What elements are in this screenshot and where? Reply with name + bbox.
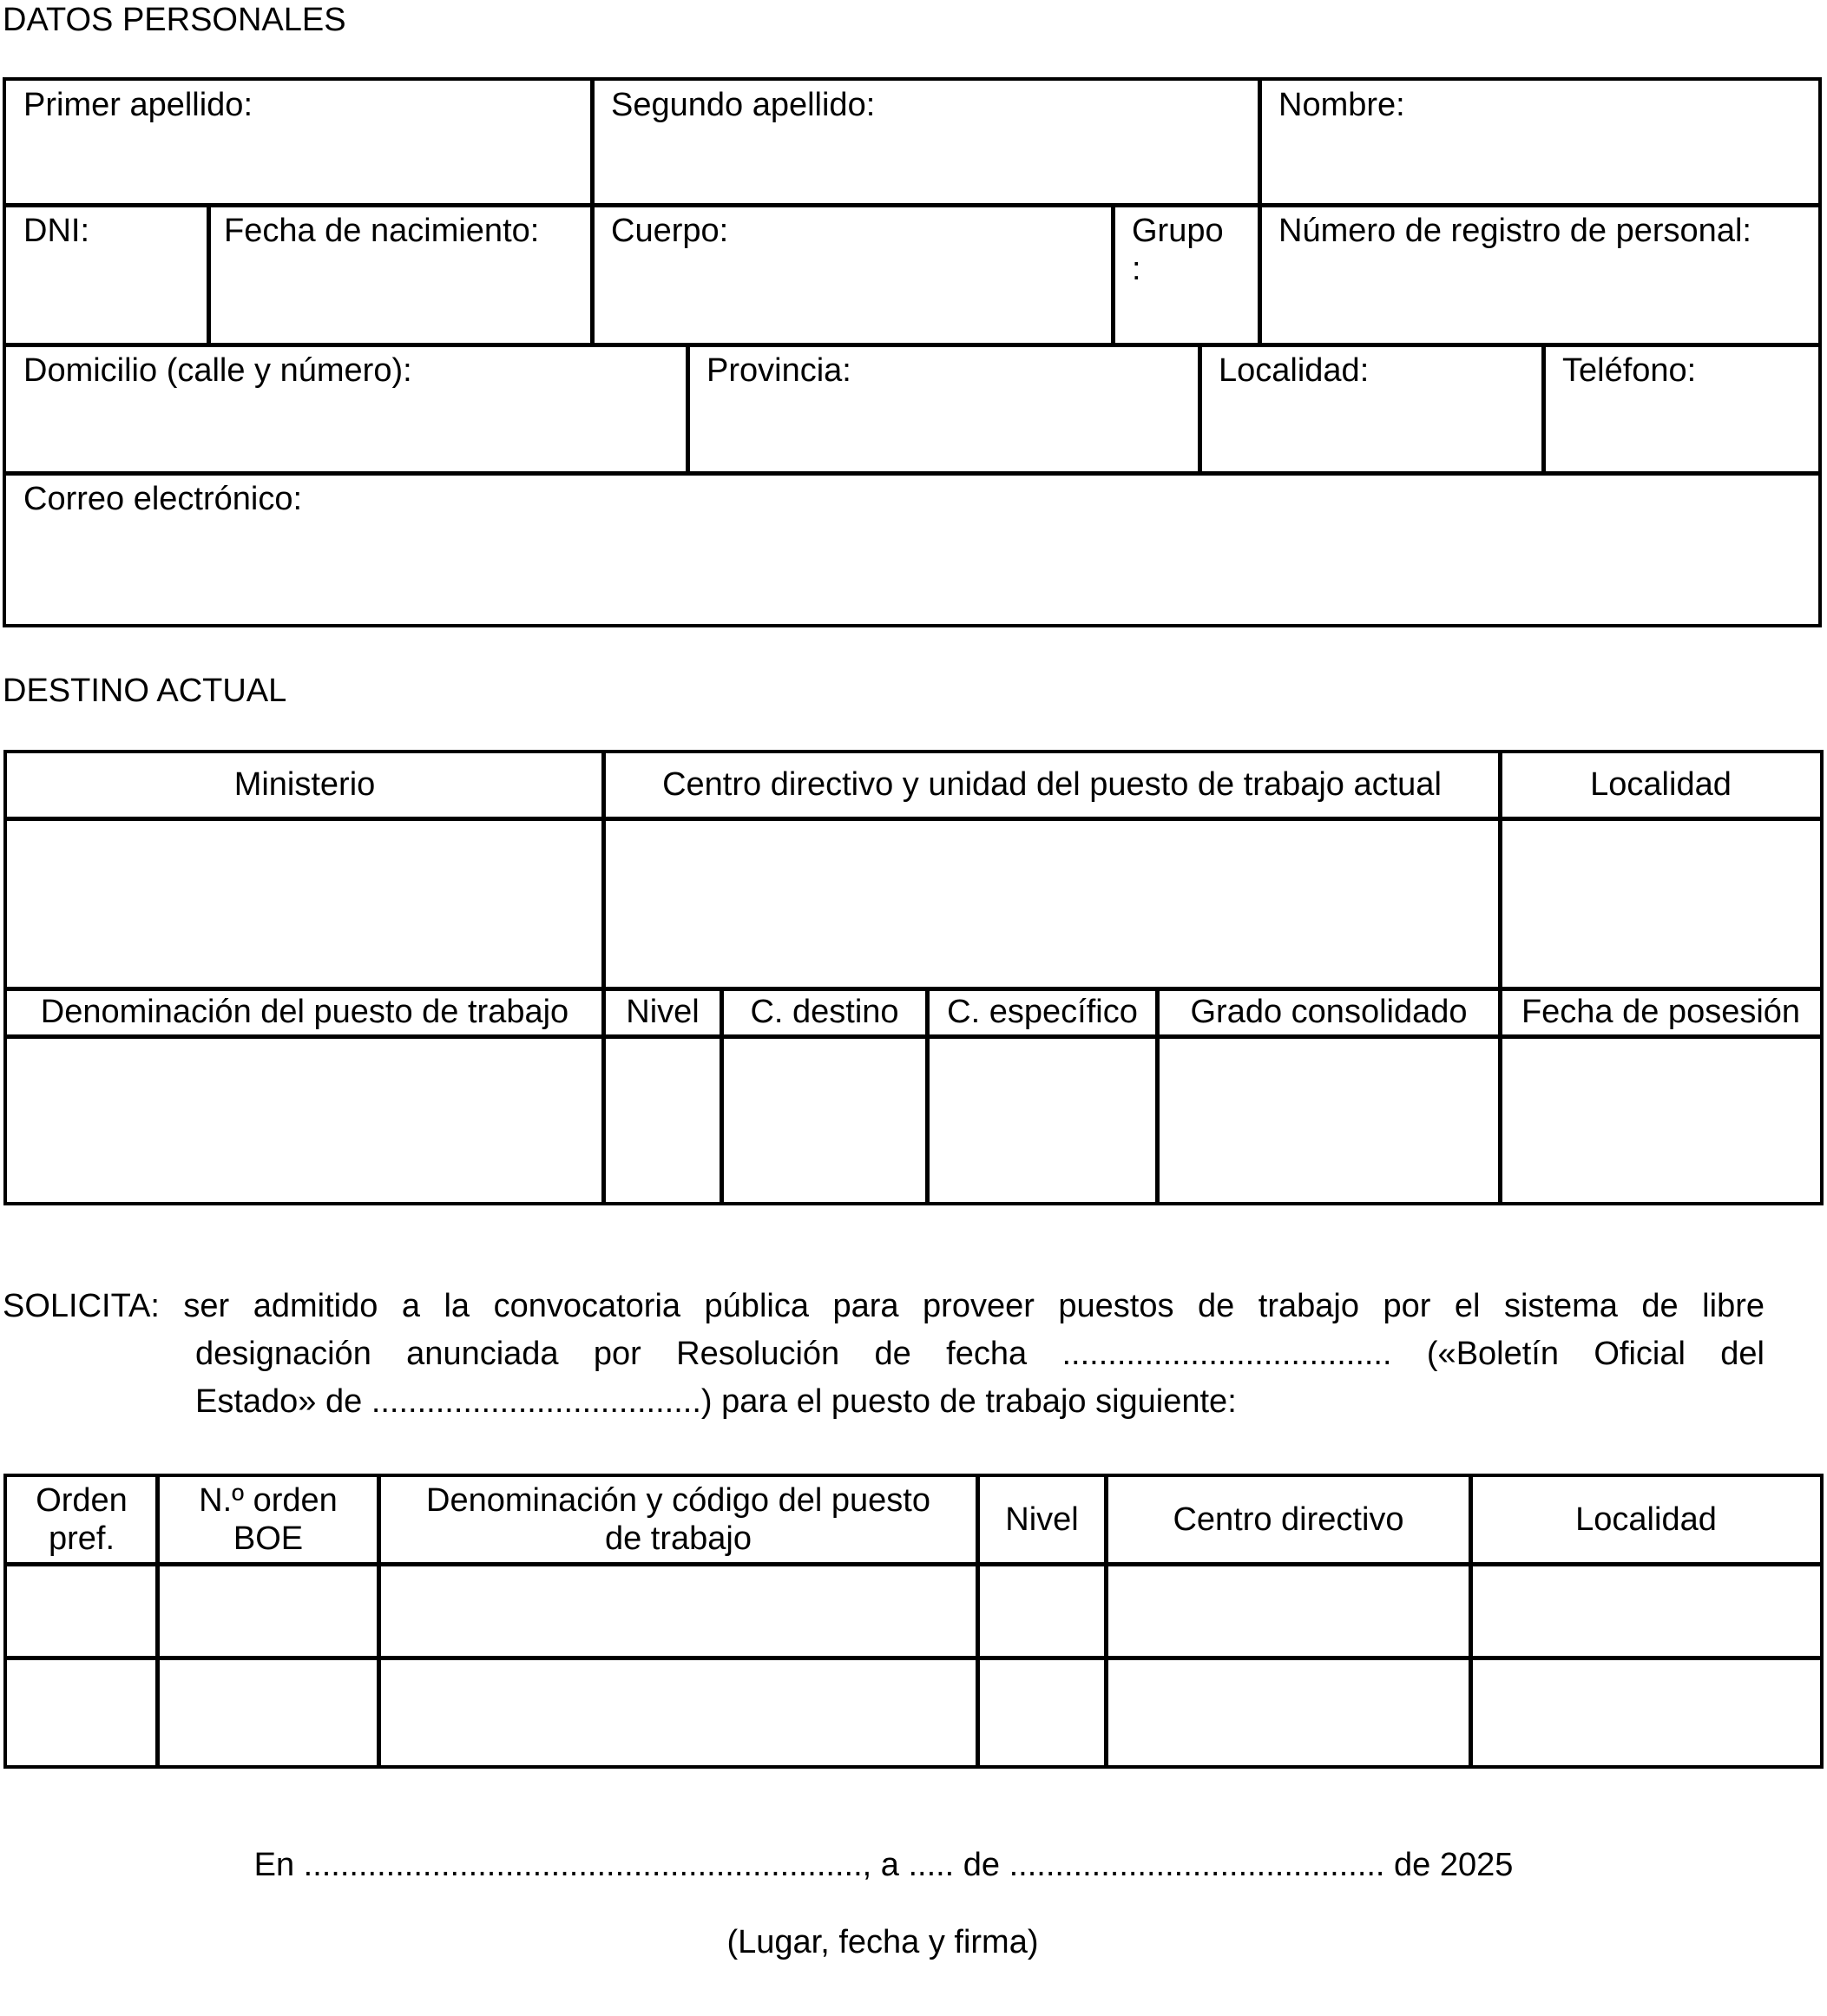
solicita-line-1 bbox=[3, 1283, 1765, 1330]
input-c-especifico[interactable] bbox=[925, 1034, 1160, 1205]
input-fecha-posesion[interactable] bbox=[1498, 1034, 1824, 1205]
header-centro-directivo: Centro directivo y unidad del puesto de trabajo actual bbox=[601, 750, 1502, 821]
field-segundo-apellido[interactable] bbox=[590, 77, 1262, 207]
row-2-centro-directivo[interactable] bbox=[1104, 1656, 1473, 1769]
field-localidad[interactable] bbox=[1198, 343, 1546, 476]
label-primer-apellido: Primer apellido: bbox=[23, 87, 253, 123]
label-correo: Correo electrónico: bbox=[23, 481, 303, 517]
lugar-fecha-line: En ............................................................., a ..... de ......................................... de 2025 bbox=[253, 1847, 1514, 1883]
field-correo[interactable] bbox=[3, 471, 1822, 627]
label-nrp: Número de registro de personal: bbox=[1278, 213, 1751, 249]
field-nrp[interactable] bbox=[1258, 203, 1822, 347]
row-2-nivel[interactable] bbox=[976, 1656, 1108, 1769]
input-denominacion[interactable] bbox=[3, 1034, 606, 1205]
header-text: N.º orden bbox=[199, 1481, 338, 1519]
row-1-nivel[interactable] bbox=[976, 1562, 1108, 1660]
header-c-especifico: C. específico bbox=[925, 987, 1160, 1039]
header-grado-consolidado: Grado consolidado bbox=[1155, 987, 1502, 1039]
input-grado-consolidado[interactable] bbox=[1155, 1034, 1502, 1205]
input-localidad[interactable] bbox=[1498, 817, 1824, 991]
header-c-destino: C. destino bbox=[720, 987, 930, 1039]
field-cuerpo[interactable] bbox=[590, 203, 1115, 347]
label-cuerpo: Cuerpo: bbox=[611, 213, 729, 249]
label-fecha-nacimiento: Fecha de nacimiento: bbox=[224, 213, 540, 249]
field-telefono[interactable] bbox=[1541, 343, 1822, 476]
label-grupo: Grupo bbox=[1132, 213, 1224, 249]
label-nombre: Nombre: bbox=[1278, 87, 1405, 123]
field-primer-apellido[interactable] bbox=[3, 77, 595, 207]
input-ministerio[interactable] bbox=[3, 817, 606, 991]
row-1-orden-pref[interactable] bbox=[3, 1562, 160, 1660]
header-localidad: Localidad bbox=[1469, 1474, 1824, 1566]
header-ministerio: Ministerio bbox=[3, 750, 606, 821]
label-grupo-colon: : bbox=[1132, 251, 1141, 287]
header-nivel: Nivel bbox=[601, 987, 724, 1039]
header-nivel: Nivel bbox=[976, 1474, 1108, 1566]
input-nivel[interactable] bbox=[601, 1034, 724, 1205]
header-orden-pref bbox=[3, 1474, 160, 1566]
header-text: Orden bbox=[36, 1481, 128, 1519]
section-title-destino-actual: DESTINO ACTUAL bbox=[3, 673, 287, 709]
firma-caption: (Lugar, fecha y firma) bbox=[726, 1924, 1039, 1960]
header-text: de trabajo bbox=[604, 1520, 752, 1557]
header-n-orden-boe bbox=[155, 1474, 381, 1566]
label-dni: DNI: bbox=[23, 213, 89, 249]
row-1-localidad[interactable] bbox=[1469, 1562, 1824, 1660]
label-localidad: Localidad: bbox=[1219, 352, 1370, 389]
label-domicilio: Domicilio (calle y número): bbox=[23, 352, 412, 389]
header-localidad: Localidad bbox=[1498, 750, 1824, 821]
row-2-n-orden-boe[interactable] bbox=[155, 1656, 381, 1769]
row-2-localidad[interactable] bbox=[1469, 1656, 1824, 1769]
label-telefono: Teléfono: bbox=[1562, 352, 1697, 389]
field-domicilio[interactable] bbox=[3, 343, 690, 476]
header-denominacion: Denominación del puesto de trabajo bbox=[3, 987, 606, 1039]
row-2-denominacion[interactable] bbox=[377, 1656, 980, 1769]
row-1-denominacion[interactable] bbox=[377, 1562, 980, 1660]
solicita-paragraph bbox=[3, 1283, 1765, 1426]
header-fecha-posesion: Fecha de posesión bbox=[1498, 987, 1824, 1039]
row-1-n-orden-boe[interactable] bbox=[155, 1562, 381, 1660]
field-fecha-nacimiento[interactable] bbox=[207, 203, 595, 347]
header-centro-directivo: Centro directivo bbox=[1104, 1474, 1473, 1566]
field-dni[interactable] bbox=[3, 203, 211, 347]
input-c-destino[interactable] bbox=[720, 1034, 930, 1205]
field-nombre[interactable] bbox=[1258, 77, 1822, 207]
field-grupo[interactable] bbox=[1111, 203, 1262, 347]
section-title-datos-personales: DATOS PERSONALES bbox=[3, 2, 346, 38]
header-text: pref. bbox=[48, 1520, 115, 1557]
field-provincia[interactable] bbox=[686, 343, 1202, 476]
row-2-orden-pref[interactable] bbox=[3, 1656, 160, 1769]
solicita-line-3: Estado» de ....................................) para el puesto de trabajo siguiente: bbox=[195, 1383, 1237, 1420]
row-1-centro-directivo[interactable] bbox=[1104, 1562, 1473, 1660]
header-text: Denominación y código del puesto bbox=[426, 1481, 930, 1519]
header-text: BOE bbox=[233, 1520, 304, 1557]
solicita-label: SOLICITA: bbox=[3, 1288, 160, 1324]
input-centro-directivo[interactable] bbox=[601, 817, 1502, 991]
label-provincia: Provincia: bbox=[706, 352, 851, 389]
label-segundo-apellido: Segundo apellido: bbox=[611, 87, 876, 123]
solicita-line-2: designación anunciada por Resolución de fecha .................................... («Boletín Oficial del bbox=[195, 1336, 1765, 1372]
solicita-text-1: ser admitido a la convocatoria pública para proveer puestos de trabajo por el sistema de libre bbox=[183, 1288, 1765, 1324]
header-denominacion-codigo bbox=[377, 1474, 980, 1566]
